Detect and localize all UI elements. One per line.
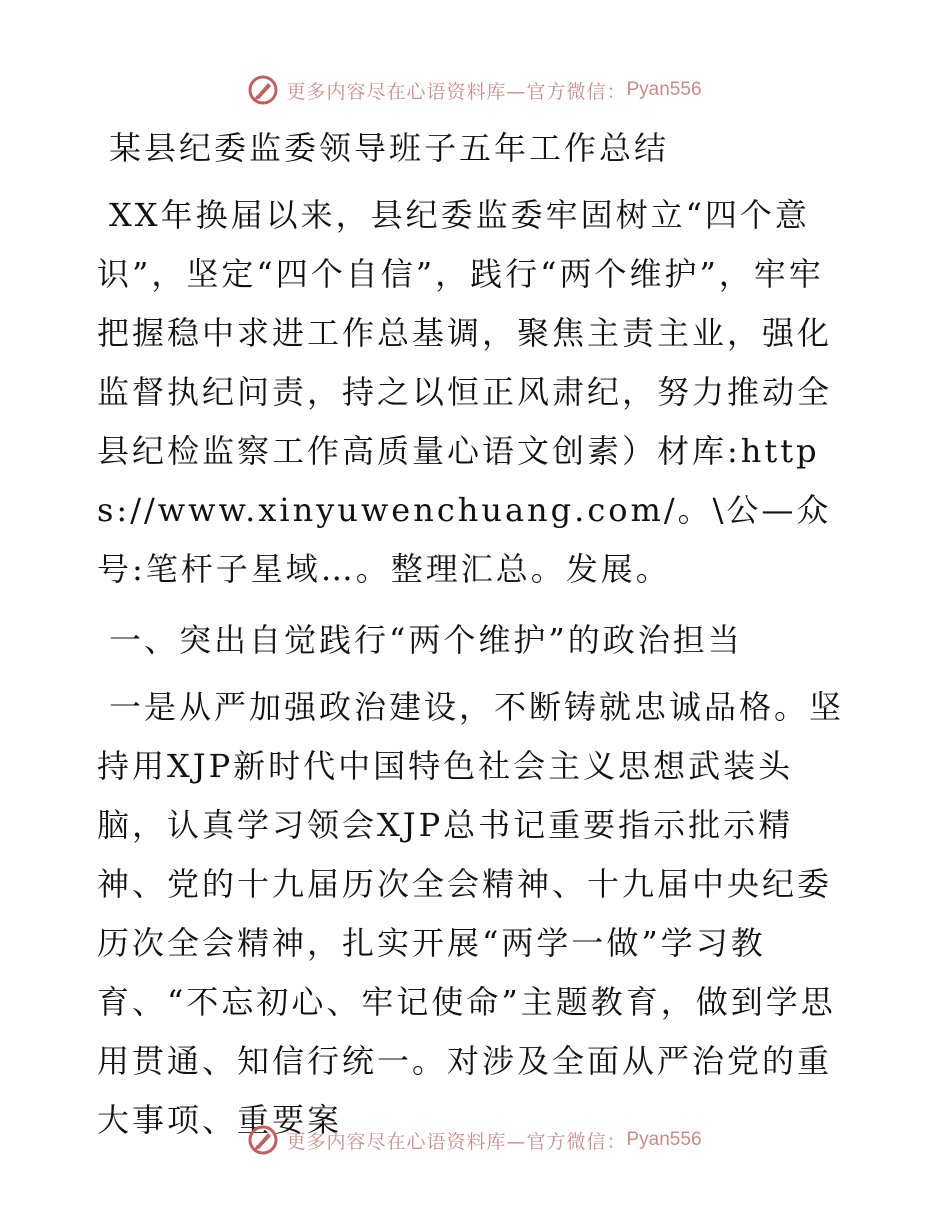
banner-wechat-id: Pyan556 (626, 1129, 702, 1150)
watermark-banner-top (0, 70, 950, 110)
pen-logo-icon (248, 1125, 278, 1155)
paragraph-intro: XX年换届以来，县纪委监委牢固树立“四个意识”，坚定“四个自信”，践行“两个维护”，牢牢把握稳中求进工作总基调，聚焦主责主业，强化监督执纪问责，持之以恒正风肃纪，努力推动全县纪检监察工作高质量心语文创素）材库:https://www.xinyuwenchuang.com/。\公—众号:笔杆子星域…。整理汇总。发展。 (97, 196, 833, 588)
document-title: 某县纪委监委领导班子五年工作总结 (109, 129, 670, 167)
paragraph-political-building: 一是从严加强政治建设，不断铸就忠诚品格。坚持用XJP新时代中国特色社会主义思想武装头脑，认真学习领会XJP总书记重要指示批示精神、党的十九届历次全会精神、十九届中央纪委历次全会精神，扎实开展“两学一做”学习教育、“不忘初心、牢记使命”主题教育，做到学思用贯通、知信行统一。对涉及全面从严治党的重大事项、重要案 (97, 688, 845, 1139)
pen-logo-icon (248, 75, 278, 105)
banner-wechat-id: Pyan556 (626, 79, 702, 100)
banner-text: 更多内容尽在心语资料库—官方微信： (286, 1130, 627, 1153)
section-heading-1: 一、突出自觉践行“两个维护”的政治担当 (109, 621, 743, 659)
watermark-banner-bottom (0, 1120, 950, 1160)
document-body (97, 120, 857, 1150)
banner-text: 更多内容尽在心语资料库—官方微信： (286, 80, 627, 103)
